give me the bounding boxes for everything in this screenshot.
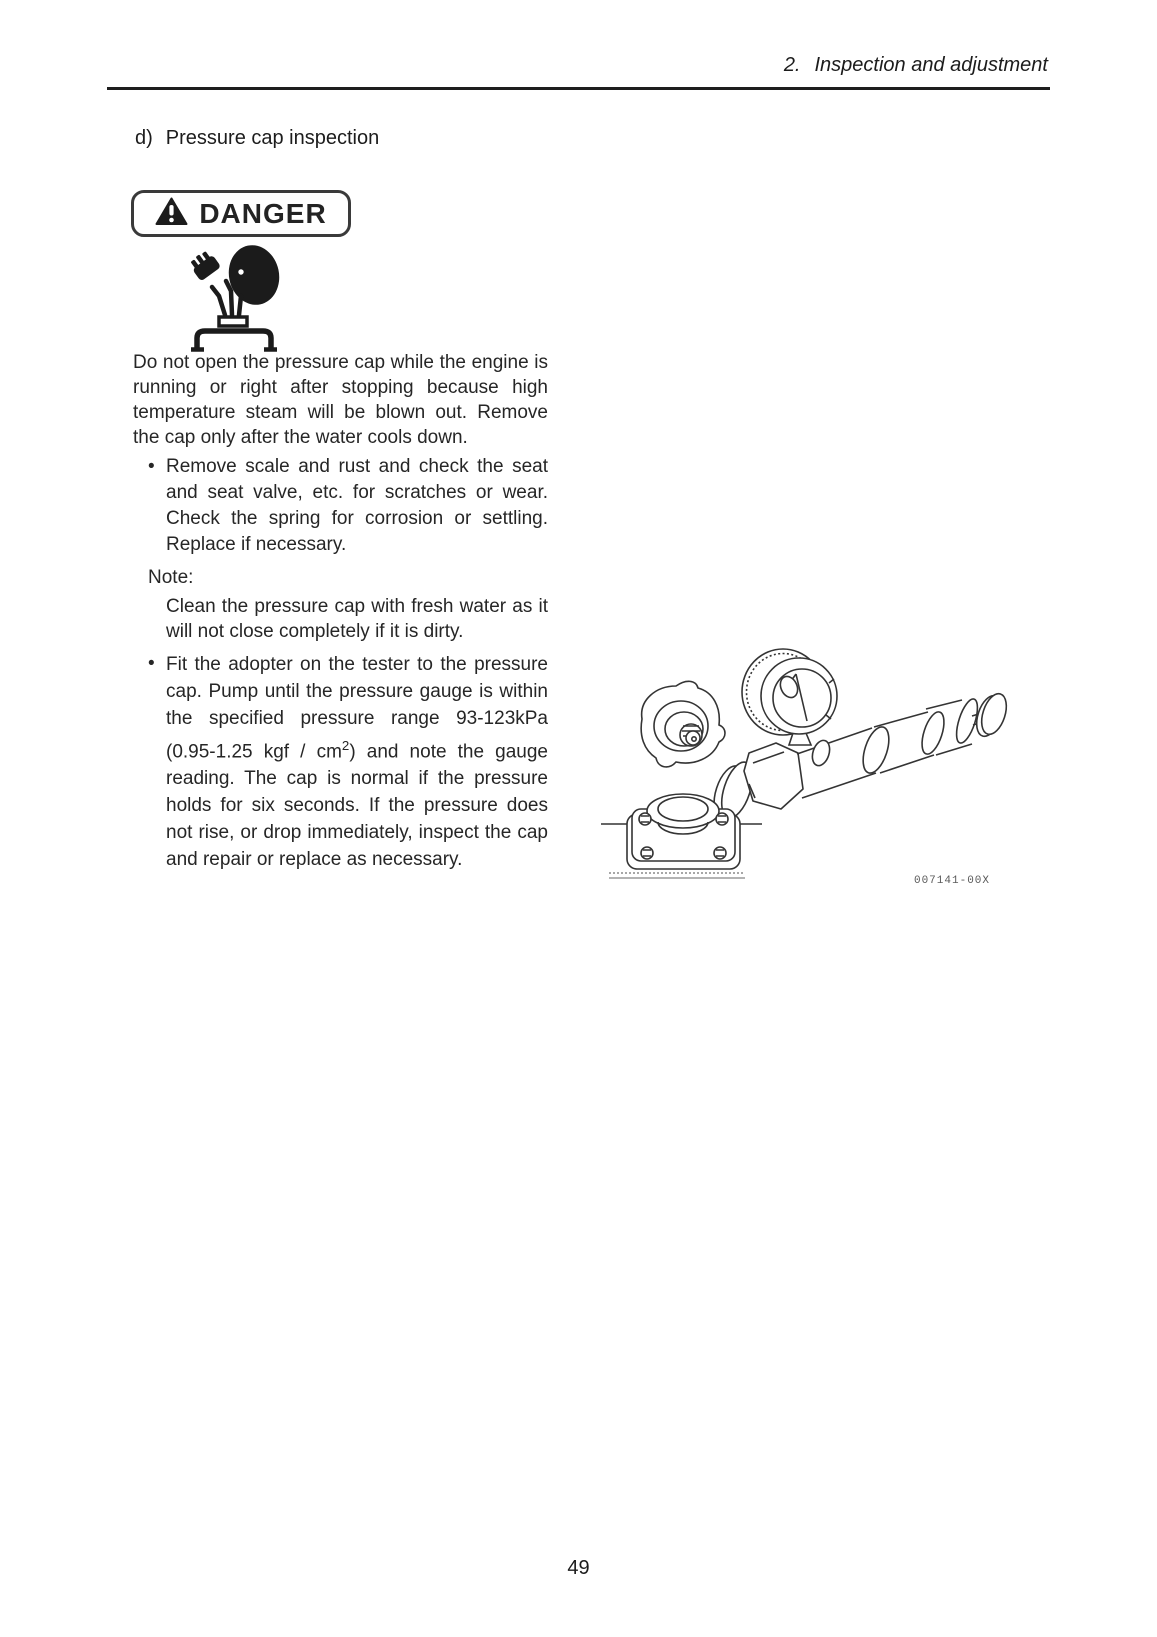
section-title-text: Pressure cap inspection xyxy=(165,127,380,149)
pressure-cap-tester-illustration xyxy=(583,612,1015,885)
chapter-number: 2. xyxy=(783,54,801,76)
bullet-text xyxy=(166,651,548,873)
list-item xyxy=(148,454,548,558)
section-prefix: d) xyxy=(135,127,153,149)
page-number: 49 xyxy=(567,1557,590,1579)
list-item xyxy=(148,651,548,873)
bullet-text-post: ) and note the gauge reading. The cap is normal if the pressure holds for six seconds. If the pressure does not rise, or drop immediately, inspect the cap and repair or replace as necessary. xyxy=(166,741,549,871)
bullet-marker: • xyxy=(148,456,155,477)
note-label: Note: xyxy=(148,567,194,588)
danger-box xyxy=(131,190,351,237)
steam-burn-hazard-pictogram xyxy=(168,238,300,357)
warning-triangle-icon xyxy=(155,197,188,231)
superscript-2: 2 xyxy=(341,738,350,753)
bullet-text: Remove scale and rust and check the seat and seat valve, etc. for scratches or wear. Check the spring for corrosion or settling. Replace if necessary. xyxy=(166,456,548,555)
chapter-title: Inspection and adjustment xyxy=(814,54,1048,76)
note-text: Clean the pressure cap with fresh water as it will not close completely if it is dirty. xyxy=(166,596,548,642)
bullet-marker: • xyxy=(148,653,155,674)
running-header xyxy=(784,54,1048,77)
danger-label: DANGER xyxy=(199,197,327,229)
danger-paragraph: Do not open the pressure cap while the engine is running or right after stopping because high temperature steam will be blown out. Remove the cap only after the water cools down. xyxy=(133,352,548,448)
figure-caption: 007141-00X xyxy=(913,875,990,887)
section-title xyxy=(135,127,379,150)
bullet-text-pre: Fit the adopter on the tester to the pressure cap. Pump until the pressure gauge is within the specified pressure range 93-123kPa (0.95-1.25 kgf / cm xyxy=(166,654,548,763)
header-rule xyxy=(107,87,1050,90)
